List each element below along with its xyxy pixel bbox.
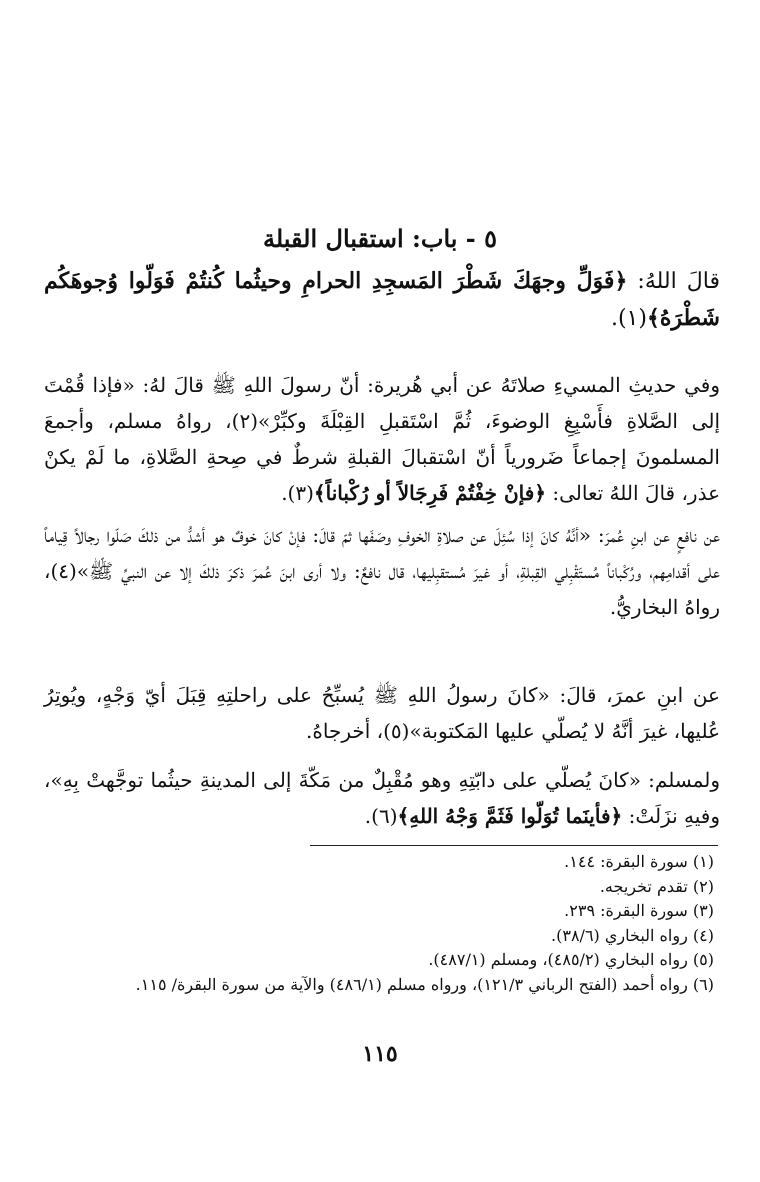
paragraph-quran-verse — [44, 263, 720, 337]
footnote-item: (٤) رواه البخاري (٣٨/٦). — [551, 925, 714, 945]
paragraph-muslim-narration — [44, 762, 720, 834]
paragraph-text: عن نافعٍ عن ابنِ عُمرَ: «أنَّهُ كانَ إذا سُئِلَ عن صلاةِ الخوفِ وصَفَها ثمّ قالَ: فإنْ كانَ خوفٌ هو أشدُّ من ذلكَ صَلّوا رجالاً قِياماً على أقدامِهم، ورُكْباناً مُستَقْبِلي القِبلةِ، أو غيرَ مُستقبِليها، قال نافعٌ: ولا أرى ابنَ عُمرَ ذكرَ ذلكَ إلا عن النبيِّ ﷺ»(٤)، رواهُ البخاريُّ. — [44, 523, 721, 619]
paragraph-hadith-nafi — [44, 517, 720, 625]
verse-quote: ﴿فإنْ خِفْتُمْ فَرِجَالاً أو رُكْباناً﴾ — [313, 481, 547, 505]
page-number: ١١٥ — [362, 1041, 398, 1067]
paragraph-hadith-ibn-umar — [44, 677, 720, 749]
footnote-ref: (٣). — [281, 481, 314, 505]
footnote-ref: (١). — [610, 306, 647, 331]
footnote-item: (٣) سورة البقرة: ٢٣٩. — [564, 901, 714, 920]
footnote-ref: (٦). — [364, 804, 398, 828]
footnote-item: (٥) رواه البخاري (٤٨٥/٢)، ومسلم (٤٨٧/١). — [428, 950, 714, 969]
paragraph-hadith-abu-hurairah — [44, 367, 720, 511]
footnote-item: (٢) تقدم تخريجه. — [599, 876, 714, 896]
paragraph-lead: قالَ اللهُ: — [627, 269, 720, 294]
verse-quote: ﴿فَوَلِّ وجهَكَ شَطْرَ المَسجِدِ الحرامِ وحيثُما كُنتُمْ فَوَلّوا وُجوهَكُم شَطْرَهُ﴾ — [44, 268, 720, 331]
footnote-divider — [310, 845, 718, 846]
footnote-item: (٦) رواه أحمد (الفتح الرباني ١٢١/٣)، ورواه مسلم (٤٨٦/١) والآية من سورة البقرة/ ١١٥. — [135, 974, 714, 994]
chapter-title: ٥ - باب: استقبال القبلة — [262, 224, 498, 253]
paragraph-text: عن ابنِ عمرَ، قالَ: «كانَ رسولُ اللهِ ﷺ يُسبِّحُ على راحلتِهِ قِبَلَ أيّ وَجْهٍ، ويُوتِرُ عُليها، غيرَ أنَّهُ لا يُصلّي عليها المَكتوبة»(٥)، أخرجاهُ. — [44, 683, 720, 743]
footnotes — [30, 850, 714, 997]
paragraph-text: وفي حديثِ المسيءِ صلاتَهُ عن أبي هُريرة: أنّ رسولَ اللهِ ﷺ قالَ لهُ: «فإذا قُمْتَ إلى الصَّلاةِ فأَسْبِغِ الوضوءَ، ثُمَّ اسْتَقبلِ القِبْلَةَ وكبِّرْ»(٢)، رواهُ مسلم، وأجمعَ المسلمونَ إجماعاً ضَرورياً أنّ اسْتقبالَ القبلةِ شرطٌ في صِحةِ الصَّلاةِ، ما لَمْ يكنْ عذر، قالَ اللهُ تعالى: — [44, 373, 720, 505]
footnote-item: (١) سورة البقرة: ١٤٤. — [564, 852, 714, 871]
verse-quote: ﴿فأينَما تُوَلّوا فَثَمَّ وَجْهُ اللهِ﴾ — [397, 804, 623, 828]
paragraph-text: ولمسلم: «كانَ يُصلّي على دابّتِهِ وهو مُقْبِلٌ من مَكّةَ إلى المدينةِ حيثُما توجَّهتْ بِهِ»، وفيهِ نزَلَتْ: — [44, 768, 720, 828]
